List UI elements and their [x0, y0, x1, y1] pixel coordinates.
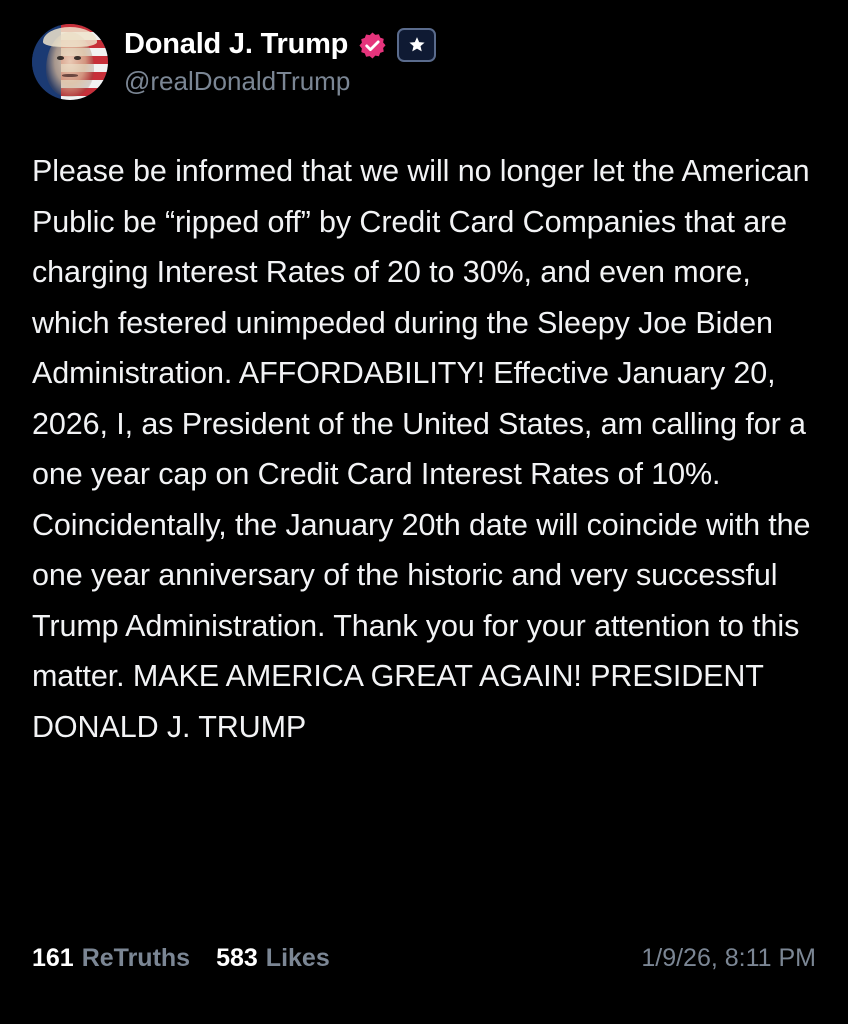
post-stats	[32, 944, 330, 973]
author-names	[124, 24, 436, 97]
post-footer	[32, 910, 816, 1024]
author-display-name[interactable]: Donald J. Trump	[124, 28, 349, 61]
avatar[interactable]	[32, 24, 108, 100]
post-header	[32, 24, 816, 120]
likes-stat[interactable]	[216, 944, 330, 973]
avatar-mouth	[62, 74, 77, 77]
avatar-eye-left	[57, 56, 64, 60]
post-timestamp: 1/9/26, 8:11 PM	[641, 943, 816, 972]
verified-badge-icon	[358, 31, 387, 60]
retruths-label: ReTruths	[81, 943, 191, 972]
retruths-count: 161	[32, 943, 74, 972]
post-body: Please be informed that we will no longer let the American Public be “ripped off” by Credit Card Companies that are charging Interest Rates of 20 to 30%, and even more, which festered unimpeded during the Sleepy Joe Biden Administration. AFFORDABILITY! Effective January 20, 2026, I, as President of the United States, am calling for a one year cap on Credit Card Interest Rates of 10%. Coincidentally, the January 20th date will coincide with the one year anniversary of the historic and very successful Trump Administration. Thank you for your attention to this matter. MAKE AMERICA GREAT AGAIN! PRESIDENT DONALD J. TRUMP	[32, 154, 819, 744]
gold-star-badge-icon	[397, 28, 436, 62]
author-name-row	[124, 28, 436, 62]
author-handle[interactable]: @realDonaldTrump	[124, 66, 351, 96]
likes-count: 583	[216, 943, 258, 972]
likes-label: Likes	[265, 943, 330, 972]
retruths-stat[interactable]	[32, 944, 190, 973]
avatar-eye-right	[74, 56, 81, 60]
